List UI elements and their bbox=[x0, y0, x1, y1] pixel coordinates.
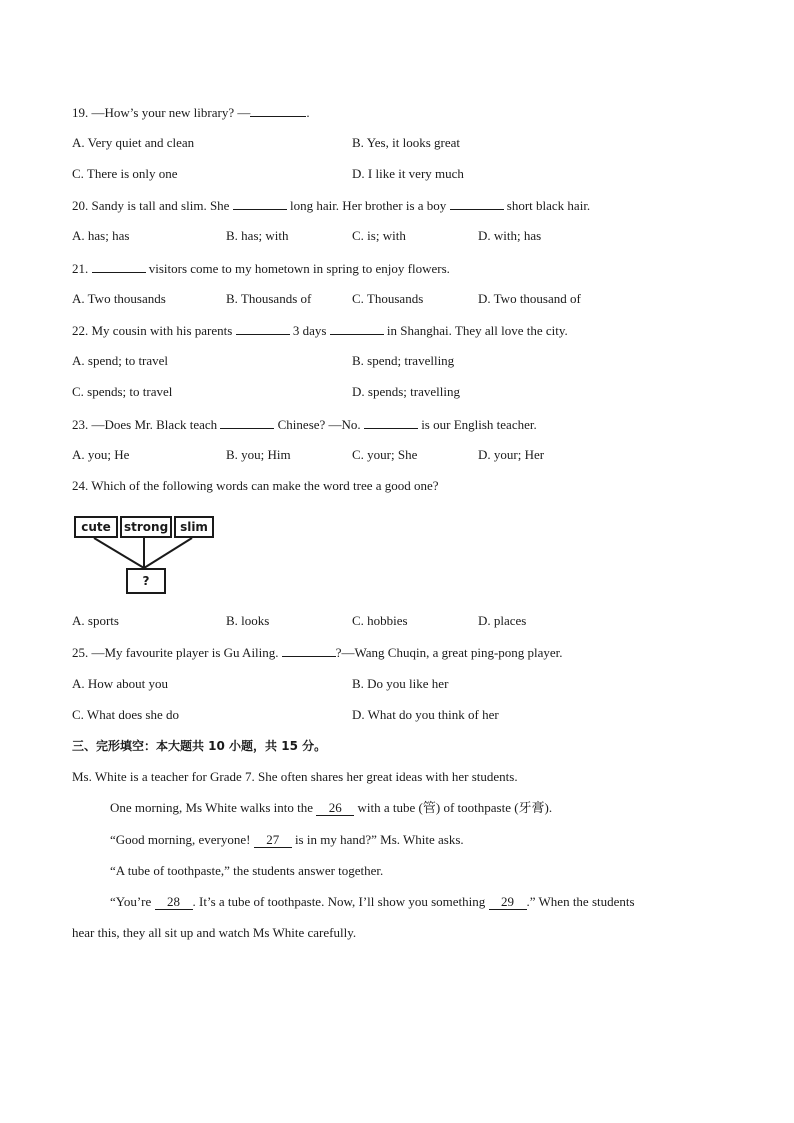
tree-word-slim: slim bbox=[174, 516, 214, 538]
q22-stem: 22. My cousin with his parents 3 days in Shanghai. They all love the city. bbox=[72, 323, 568, 338]
answer-blank[interactable] bbox=[282, 644, 336, 657]
cloze-blank-27[interactable]: 27 bbox=[254, 833, 292, 848]
tree-word-strong: strong bbox=[120, 516, 172, 538]
q23-stem: 23. —Does Mr. Black teach Chinese? —No. is our English teacher. bbox=[72, 417, 537, 432]
q25-option-d[interactable]: D. What do you think of her bbox=[352, 707, 499, 722]
q24-option-b[interactable]: B. looks bbox=[226, 613, 270, 628]
cloze-blank-26[interactable]: 26 bbox=[316, 801, 354, 816]
word-tree-diagram bbox=[74, 512, 214, 596]
q24-option-a[interactable]: A. sports bbox=[72, 613, 119, 628]
q22-option-d[interactable]: D. spends; travelling bbox=[352, 384, 460, 399]
answer-blank[interactable] bbox=[233, 197, 287, 210]
answer-blank[interactable] bbox=[364, 416, 418, 429]
q19-option-a[interactable]: A. Very quiet and clean bbox=[72, 135, 195, 150]
q21-option-b[interactable]: B. Thousands of bbox=[226, 291, 312, 306]
tree-word-cute: cute bbox=[74, 516, 118, 538]
q20-option-b[interactable]: B. has; with bbox=[226, 228, 289, 243]
q21-option-d[interactable]: D. Two thousand of bbox=[478, 291, 581, 306]
q19-stem: 19. —How’s your new library? — . bbox=[72, 105, 310, 120]
q21-option-c[interactable]: C. Thousands bbox=[352, 291, 424, 306]
q20-option-a[interactable]: A. has; has bbox=[72, 228, 130, 243]
q21-option-a[interactable]: A. Two thousands bbox=[72, 291, 166, 306]
q25-stem: 25. —My favourite player is Gu Ailing. ?—Wang Chuqin, a great ping-pong player. bbox=[72, 645, 563, 660]
answer-blank[interactable] bbox=[220, 416, 274, 429]
passage-paragraph: “Good morning, everyone! 27 is in my hand?” Ms. White asks. bbox=[110, 832, 464, 847]
q21-stem: 21. visitors come to my hometown in spring to enjoy flowers. bbox=[72, 261, 450, 276]
q23-option-c[interactable]: C. your; She bbox=[352, 447, 418, 462]
q22-option-c[interactable]: C. spends; to travel bbox=[72, 384, 173, 399]
answer-blank[interactable] bbox=[250, 104, 306, 117]
q20-stem: 20. Sandy is tall and slim. She long hair. Her brother is a boy short black hair. bbox=[72, 198, 591, 213]
cloze-blank-28[interactable]: 28 bbox=[155, 895, 193, 910]
q20-option-d[interactable]: D. with; has bbox=[478, 228, 542, 243]
q25-option-b[interactable]: B. Do you like her bbox=[352, 676, 449, 691]
q24-option-c[interactable]: C. hobbies bbox=[352, 613, 408, 628]
answer-blank[interactable] bbox=[330, 322, 384, 335]
q22-option-a[interactable]: A. spend; to travel bbox=[72, 353, 169, 368]
answer-blank[interactable] bbox=[92, 260, 146, 273]
q19-option-c[interactable]: C. There is only one bbox=[72, 166, 178, 181]
q20-option-c[interactable]: C. is; with bbox=[352, 228, 406, 243]
q19-option-d[interactable]: D. I like it very much bbox=[352, 166, 464, 181]
passage-paragraph: hear this, they all sit up and watch Ms White carefully. bbox=[72, 925, 357, 940]
q24-option-d[interactable]: D. places bbox=[478, 613, 527, 628]
answer-blank[interactable] bbox=[236, 322, 290, 335]
q23-option-b[interactable]: B. you; Him bbox=[226, 447, 291, 462]
connector-line bbox=[144, 538, 192, 568]
q23-option-d[interactable]: D. your; Her bbox=[478, 447, 545, 462]
passage-paragraph: “A tube of toothpaste,” the students answer together. bbox=[110, 863, 384, 878]
q19-option-b[interactable]: B. Yes, it looks great bbox=[352, 135, 460, 150]
q25-option-a[interactable]: A. How about you bbox=[72, 676, 169, 691]
q25-option-c[interactable]: C. What does she do bbox=[72, 707, 179, 722]
passage-paragraph: One morning, Ms White walks into the 26 with a tube (管) of toothpaste (牙膏). bbox=[110, 800, 553, 815]
cloze-blank-29[interactable]: 29 bbox=[489, 895, 527, 910]
answer-blank[interactable] bbox=[450, 197, 504, 210]
connector-line bbox=[94, 538, 144, 568]
q24-stem: 24. Which of the following words can make the word tree a good one? bbox=[72, 478, 439, 493]
passage-paragraph: Ms. White is a teacher for Grade 7. She often shares her great ideas with her students. bbox=[72, 769, 518, 784]
section-heading: 三、完形填空：本大题共 10 小题，共 15 分。 bbox=[72, 739, 327, 753]
q23-option-a[interactable]: A. you; He bbox=[72, 447, 130, 462]
passage-paragraph: “You’re 28 . It’s a tube of toothpaste. Now, I’ll show you something 29 .” When the students bbox=[110, 894, 635, 909]
tree-root-question: ? bbox=[126, 568, 166, 594]
q22-option-b[interactable]: B. spend; travelling bbox=[352, 353, 455, 368]
